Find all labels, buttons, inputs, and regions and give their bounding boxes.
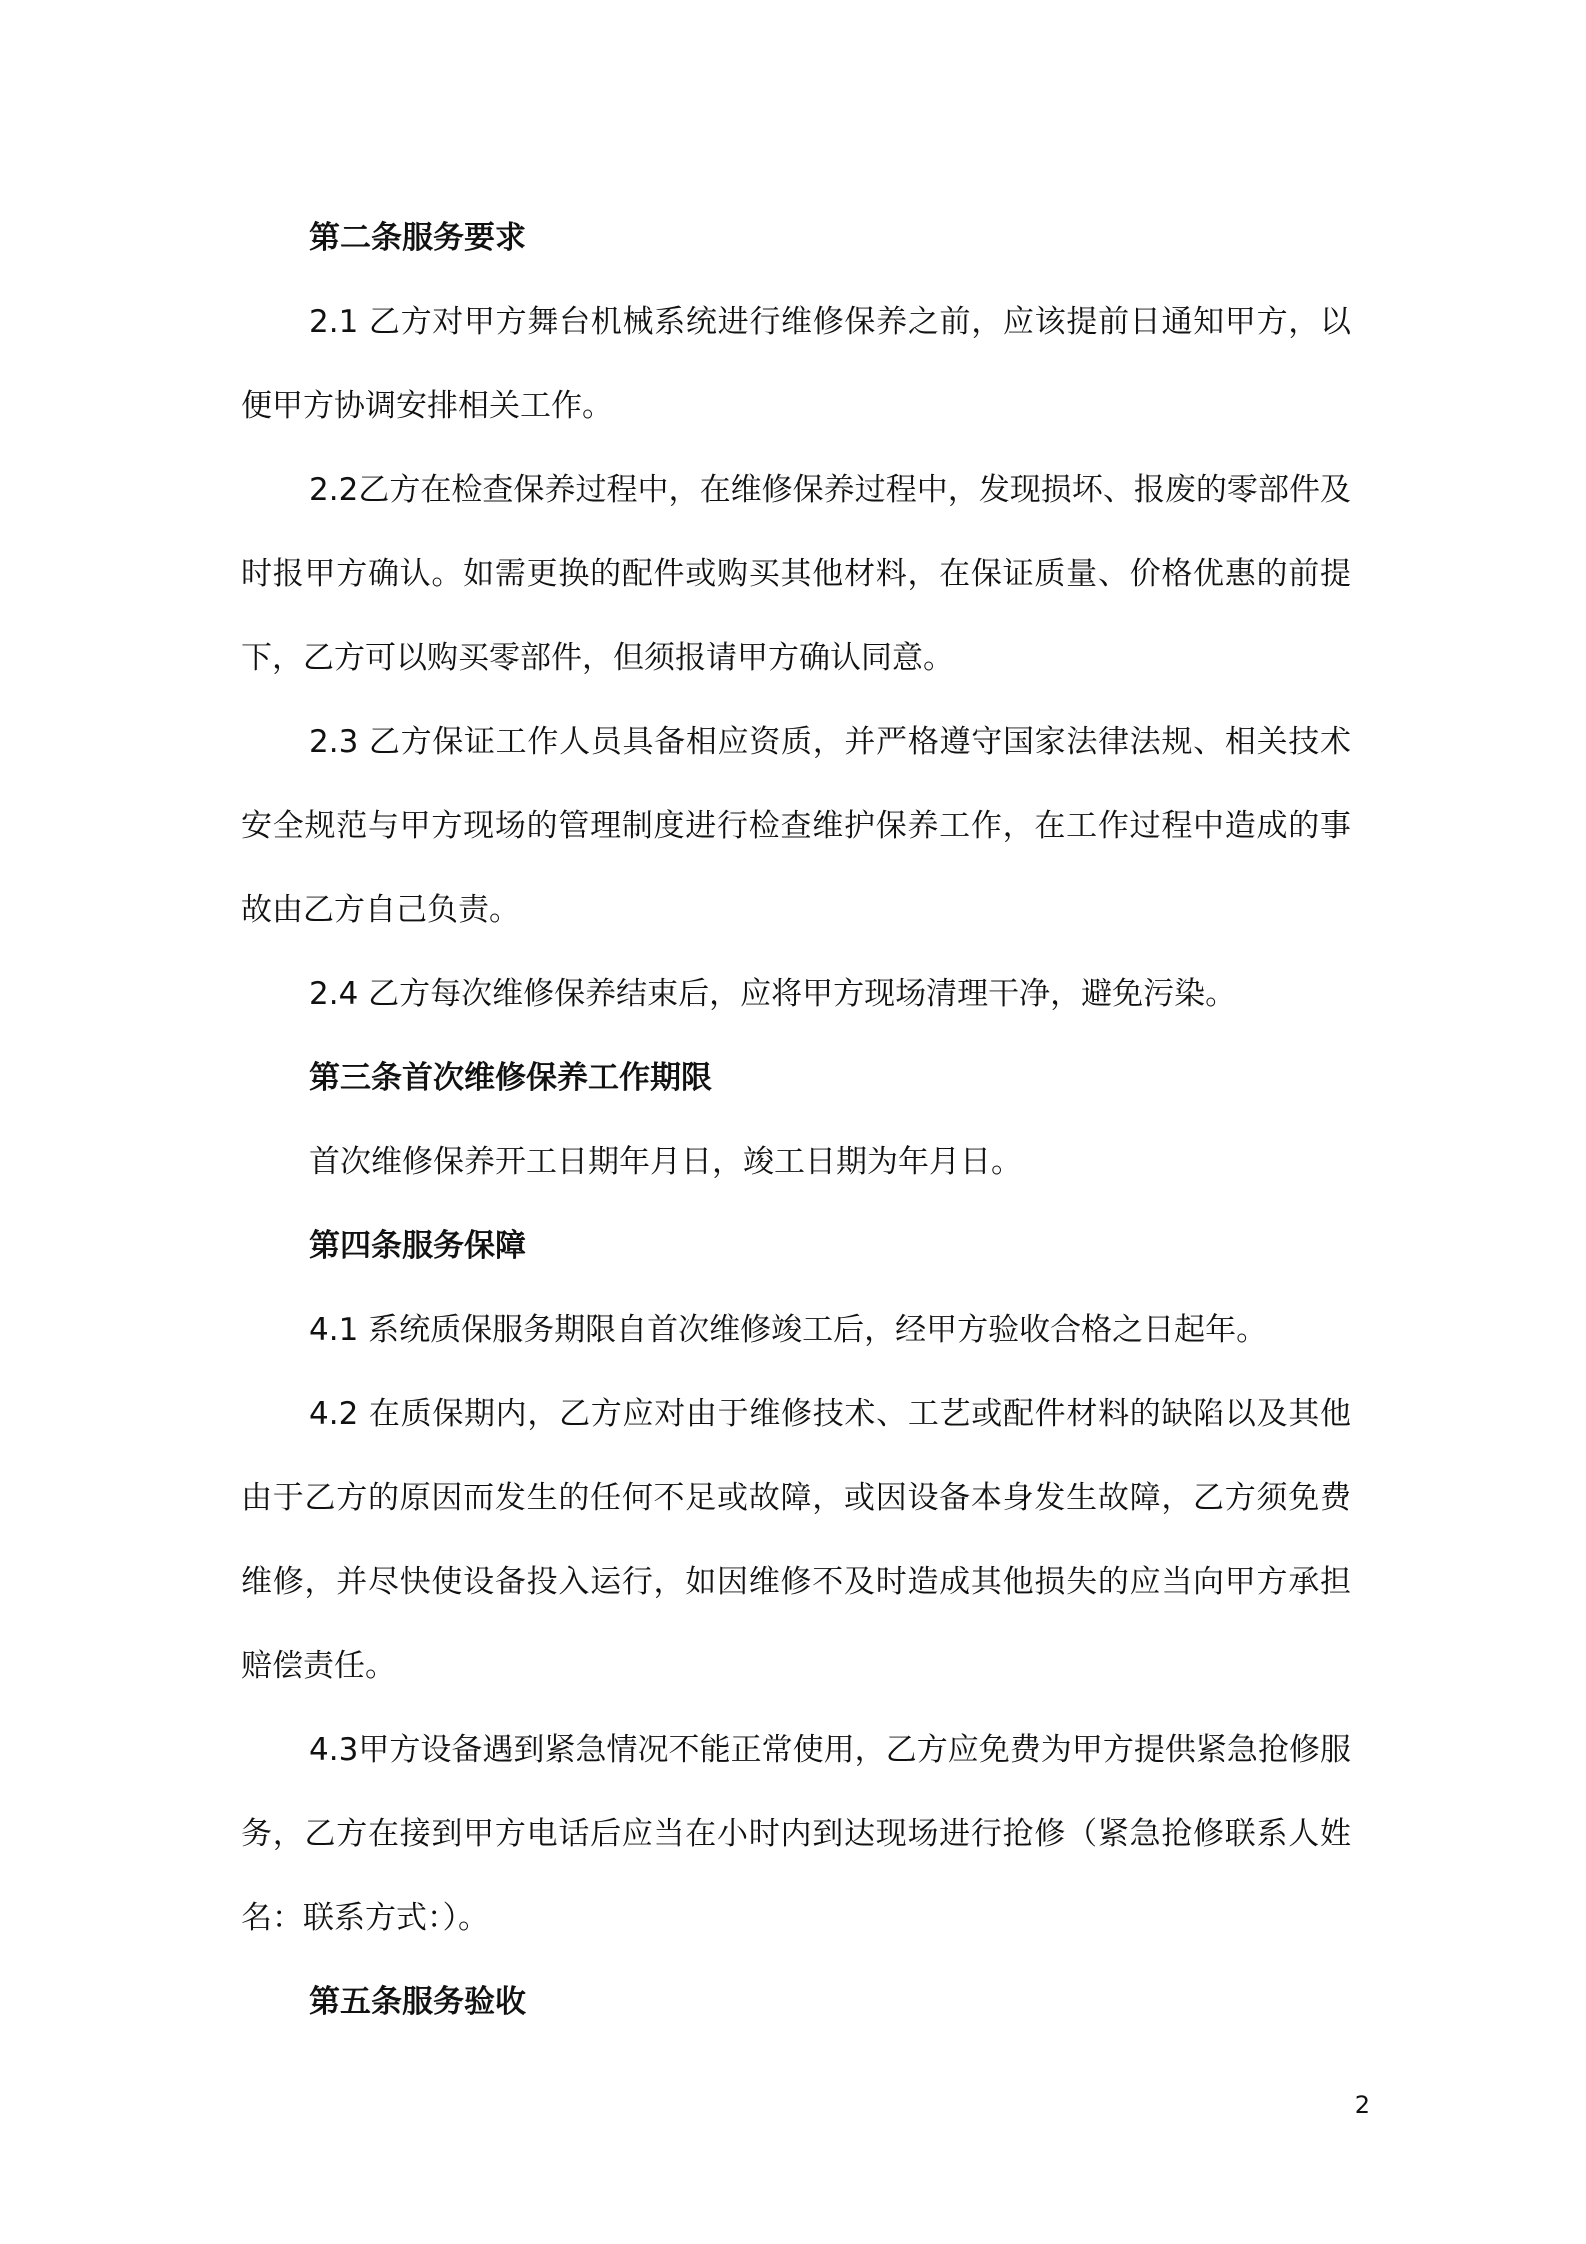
clause-2-3: 2.3 乙方保证工作人员具备相应资质，并严格遵守国家法律法规、相关技术安全规范与甲方现场的管理制度进行检查维护保养工作，在工作过程中造成的事故由乙方自己负责。	[241, 724, 1351, 928]
clause-3-body: 首次维修保养开工日期年月日，竣工日期为年月日。	[309, 1144, 1022, 1180]
clause-2-1: 2.1 乙方对甲方舞台机械系统进行维修保养之前，应该提前日通知甲方，以便甲方协调安排相关工作。	[241, 304, 1351, 424]
section-heading-5: 第五条服务验收	[309, 1984, 526, 2020]
clause-2-4: 2.4 乙方每次维修保养结束后，应将甲方现场清理干净，避免污染。	[309, 976, 1237, 1012]
section-heading-3: 第三条首次维修保养工作期限	[309, 1060, 712, 1096]
clause-4-3: 4.3甲方设备遇到紧急情况不能正常使用，乙方应免费为甲方提供紧急抢修服务，乙方在接到甲方电话后应当在小时内到达现场进行抢修（紧急抢修联系人姓名：联系方式：）。	[241, 1732, 1351, 1936]
clause-2-2: 2.2乙方在检查保养过程中，在维修保养过程中，发现损坏、报废的零部件及时报甲方确认。如需更换的配件或购买其他材料，在保证质量、价格优惠的前提下，乙方可以购买零部件，但须报请甲方确认同意。	[241, 472, 1351, 676]
section-heading-4: 第四条服务保障	[309, 1228, 526, 1264]
clause-4-2: 4.2 在质保期内，乙方应对由于维修技术、工艺或配件材料的缺陷以及其他由于乙方的原因而发生的任何不足或故障，或因设备本身发生故障，乙方须免费维修，并尽快使设备投入运行，如因维修不及时造成其他损失的应当向甲方承担赔偿责任。	[241, 1396, 1351, 1684]
document-body	[241, 196, 1351, 2044]
page-number: 2	[1354, 2091, 1370, 2119]
section-heading-2: 第二条服务要求	[309, 220, 526, 256]
clause-4-1: 4.1 系统质保服务期限自首次维修竣工后，经甲方验收合格之日起年。	[309, 1312, 1268, 1348]
